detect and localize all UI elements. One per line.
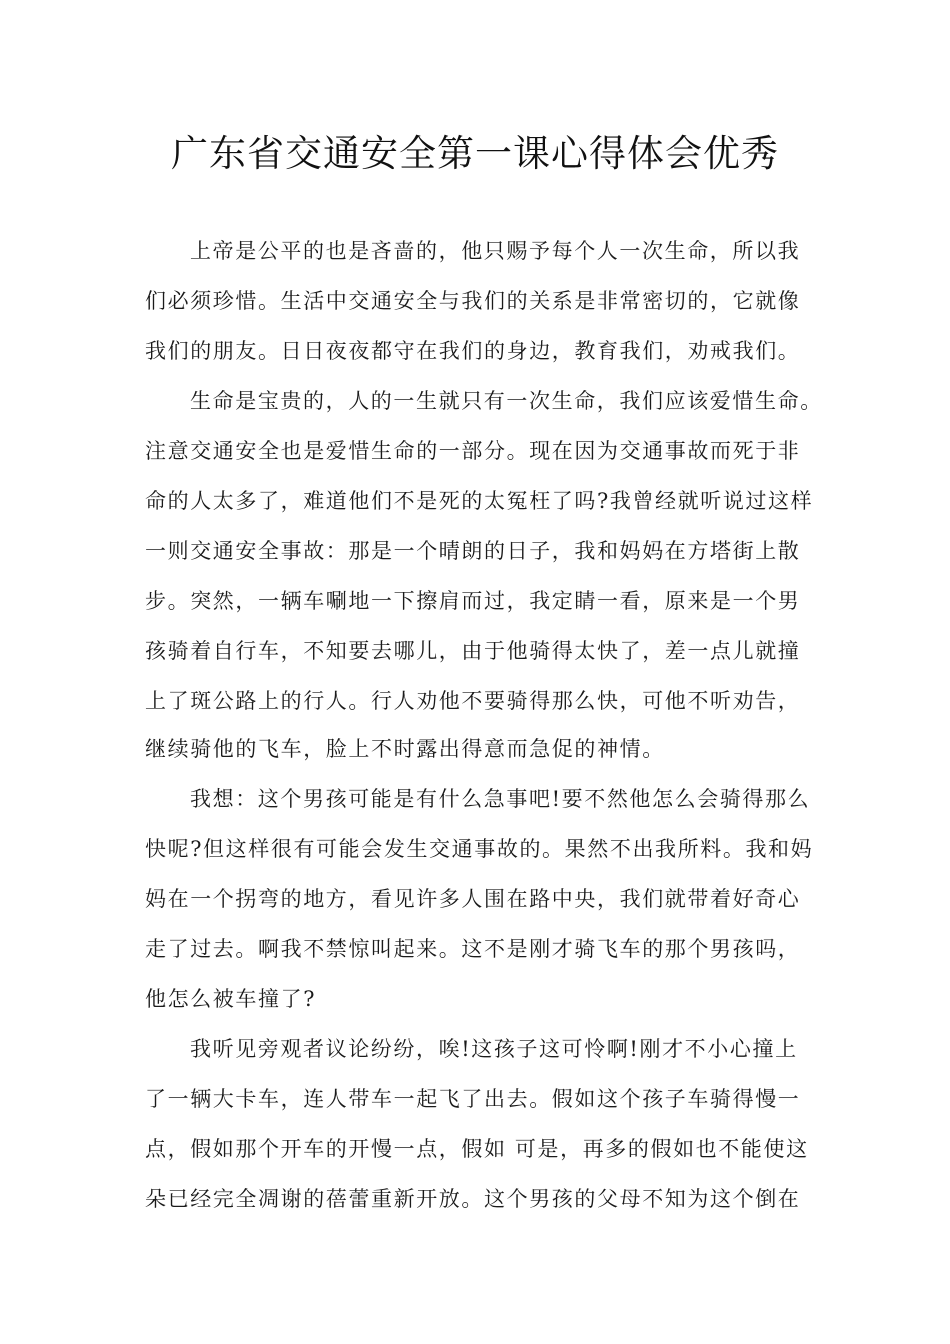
text-line: 妈在一个拐弯的地方，看见许多人围在路中央，我们就带着好奇心	[145, 887, 801, 911]
text-line: 命的人太多了，难道他们不是死的太冤枉了吗?我曾经就听说过这样	[145, 489, 814, 513]
text-line: 他怎么被车撞了?	[145, 987, 317, 1011]
text-line: 我听见旁观者议论纷纷，唉!这孩子这可怜啊!刚才不小心撞上	[190, 1037, 798, 1061]
text-line: 点，假如那个开车的开慢一点，假如 可是，再多的假如也不能使这	[145, 1137, 809, 1161]
text-line: 我想：这个男孩可能是有什么急事吧!要不然他怎么会骑得那么	[190, 787, 811, 811]
text-line: 步。突然，一辆车唰地一下擦肩而过，我定睛一看，原来是一个男	[145, 589, 801, 613]
text-line: 上了斑公路上的行人。行人劝他不要骑得那么快，可他不听劝告，	[145, 689, 801, 713]
text-line: 继续骑他的飞车，脸上不时露出得意而急促的神情。	[145, 737, 665, 761]
text-line: 走了过去。啊我不禁惊叫起来。这不是刚才骑飞车的那个男孩吗，	[145, 937, 801, 961]
text-line: 们必须珍惜。生活中交通安全与我们的关系是非常密切的，它就像	[145, 289, 801, 313]
text-line: 孩骑着自行车，不知要去哪儿，由于他骑得太快了，差一点儿就撞	[145, 639, 801, 663]
text-line: 一则交通安全事故：那是一个晴朗的日子，我和妈妈在方塔街上散	[145, 539, 801, 563]
text-line: 注意交通安全也是爱惜生命的一部分。现在因为交通事故而死于非	[145, 439, 801, 463]
text-line: 生命是宝贵的，人的一生就只有一次生命，我们应该爱惜生命。	[190, 389, 823, 413]
text-line: 朵已经完全凋谢的蓓蕾重新开放。这个男孩的父母不知为这个倒在	[145, 1187, 801, 1211]
text-line: 快呢?但这样很有可能会发生交通事故的。果然不出我所料。我和妈	[145, 837, 814, 861]
document-title: 广东省交通安全第一课心得体会优秀	[171, 132, 779, 175]
text-line: 上帝是公平的也是吝啬的，他只赐予每个人一次生命，所以我	[190, 239, 801, 263]
text-line: 了一辆大卡车，连人带车一起飞了出去。假如这个孩子车骑得慢一	[145, 1087, 801, 1111]
text-line: 我们的朋友。日日夜夜都守在我们的身边，教育我们，劝戒我们。	[145, 339, 801, 363]
